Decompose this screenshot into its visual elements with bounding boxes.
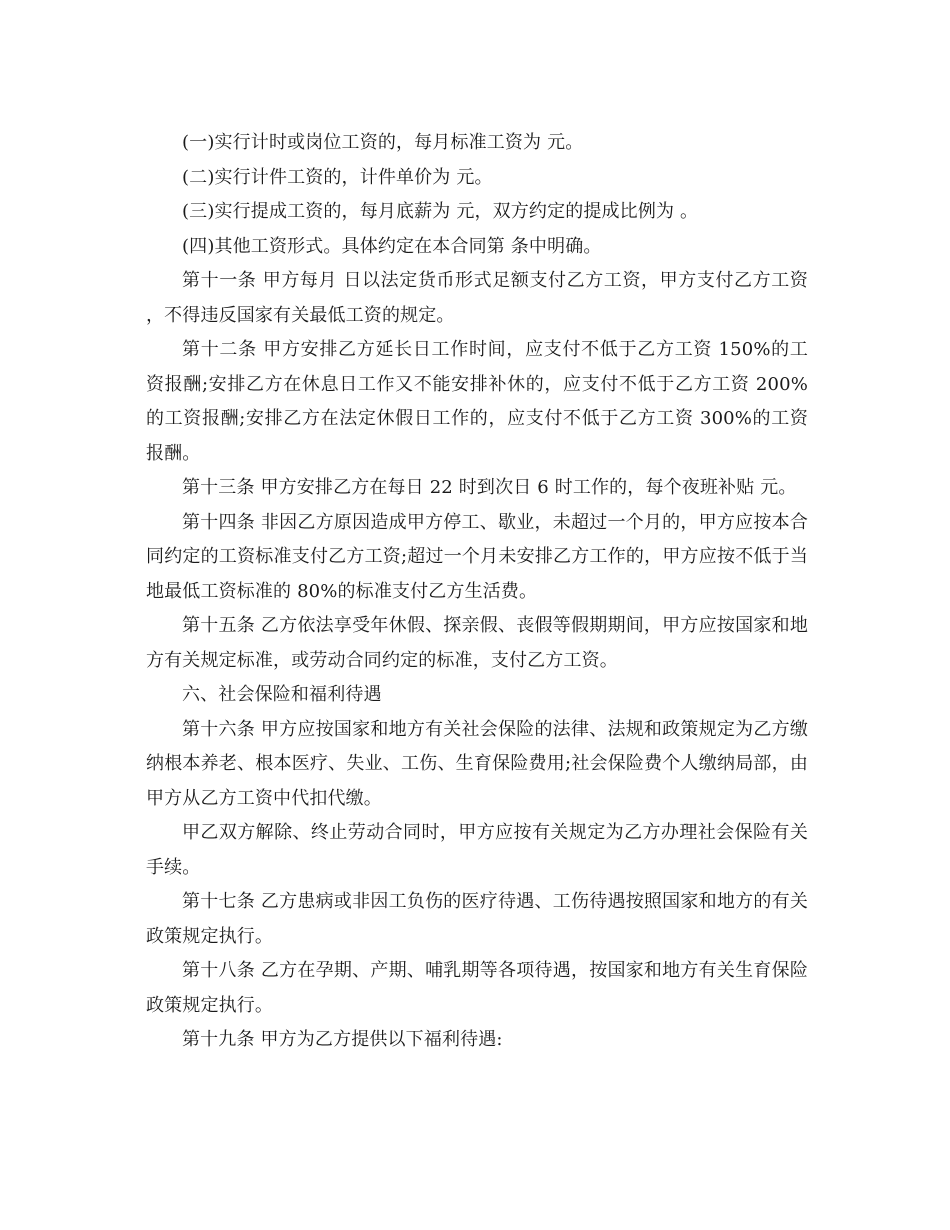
section-heading-social-insurance: 六、社会保险和福利待遇 [182,684,382,705]
paragraph-wage-piece: (二)实行计件工资的，计件单价为 元。 [182,166,493,188]
paragraph-article-12: 第十二条 甲方安排乙方延长日工作时间，应支付不低于乙方工资 150%的工资报酬;安排乙方在休息日工作又不能安排补休的，应支付不低于乙方工资 200%的工资报酬;安排乙方在法定休假日工作的，应支付不低于乙方工资 300%的工资报酬。 [146,339,808,464]
paragraph-article-15: 第十五条 乙方依法享受年休假、探亲假、丧假等假期期间，甲方应按国家和地方有关规定标准，或劳动合同约定的标准，支付乙方工资。 [146,615,808,671]
paragraph-article-11: 第十一条 甲方每月 日以法定货币形式足额支付乙方工资，甲方支付乙方工资，不得违反国家有关最低工资的规定。 [146,270,808,326]
paragraph-insurance-termination: 甲乙双方解除、终止劳动合同时，甲方应按有关规定为乙方办理社会保险有关手续。 [146,822,808,878]
document-body [146,126,808,1058]
paragraph-article-14: 第十四条 非因乙方原因造成甲方停工、歇业，未超过一个月的，甲方应按本合同约定的工资标准支付乙方工资;超过一个月未安排乙方工作的，甲方应按不低于当地最低工资标准的 80%的标准支付乙方生活费。 [146,511,808,602]
paragraph-article-17: 第十七条 乙方患病或非因工负伤的医疗待遇、工伤待遇按照国家和地方的有关政策规定执行。 [146,891,808,947]
paragraph-article-13: 第十三条 甲方安排乙方在每日 22 时到次日 6 时工作的，每个夜班补贴 元。 [182,477,797,498]
paragraph-article-16: 第十六条 甲方应按国家和地方有关社会保险的法律、法规和政策规定为乙方缴纳根本养老、根本医疗、失业、工伤、生育保险费用;社会保险费个人缴纳局部，由甲方从乙方工资中代扣代缴。 [146,718,808,809]
paragraph-wage-hourly: (一)实行计时或岗位工资的，每月标准工资为 元。 [182,132,584,153]
paragraph-wage-commission: (三)实行提成工资的，每月底薪为 元，双方约定的提成比例为 。 [182,201,699,222]
paragraph-wage-other: (四)其他工资形式。具体约定在本合同第 条中明确。 [182,235,602,257]
paragraph-article-19: 第十九条 甲方为乙方提供以下福利待遇: [182,1029,503,1050]
paragraph-article-18: 第十八条 乙方在孕期、产期、哺乳期等各项待遇，按国家和地方有关生育保险政策规定执行。 [146,960,808,1016]
